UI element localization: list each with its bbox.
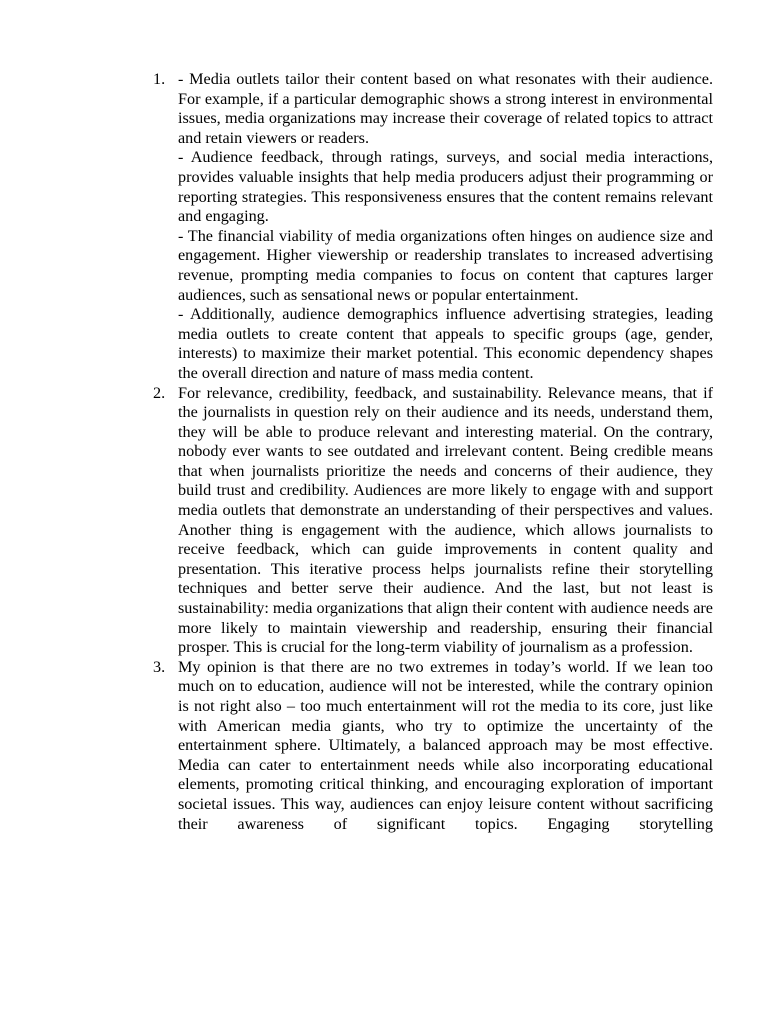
paragraph: My opinion is that there are no two extremes in today’s world. If we lean too much on to education, audience will not be interested, while the contrary opinion is not right also – too much entertainment will rot the media to its core, just like with American media giants, who try to optimize the uncertainty of the entertainment sphere. Ultimately, a balanced approach may be most effective. Media can cater to entertainment needs while also incorporating educational elements, promoting critical thinking, and encouraging exploration of important societal issues. This way, audiences can enjoy leisure content without sacrificing their awareness of significant topics. Engaging storytelling [178, 657, 713, 833]
list-item-number: 1. [153, 70, 166, 88]
paragraph: For relevance, credibility, feedback, and sustainability. Relevance means, that if the journalists in question rely on their audience and its needs, understand them, they will be able to produce relevant and interesting material. On the contrary, nobody ever wants to see outdated and irrelevant content. Being credible means that when journalists prioritize the needs and concerns of their audience, they build trust and credibility. Audiences are more likely to engage with and support media outlets that demonstrate an understanding of their perspectives and values. Another thing is engagement with the audience, which allows journalists to receive feedback, which can guide improvements in content quality and presentation. This iterative process helps journalists refine their storytelling techniques and better serve their audience. And the last, but not least is sustainability: media organizations that align their content with audience needs are more likely to maintain viewership and readership, ensuring their financial prosper. This is crucial for the long-term viability of journalism as a profession. [178, 383, 713, 657]
paragraph: - Additionally, audience demographics influence advertising strategies, leading media outlets to create content that appeals to specific groups (age, gender, interests) to maximize their market potential. This economic dependency shapes the overall direction and nature of mass media content. [178, 305, 713, 382]
list-item-body [178, 384, 713, 658]
list-item-body [178, 70, 713, 384]
list-item-number: 3. [153, 657, 166, 676]
paragraph: - The financial viability of media organizations often hinges on audience size and engagement. Higher viewership or readership translates to increased advertising revenue, prompting media companies to focus on content that captures larger audiences, such as sensational news or popular entertainment. [178, 226, 713, 304]
paragraph: - Media outlets tailor their content based on what resonates with their audience. For example, if a particular demographic shows a strong interest in environmental issues, media organizations may increase their coverage of related topics to attract and retain viewers or readers. [178, 70, 713, 147]
list-item [153, 658, 713, 834]
list-item-body [178, 658, 713, 834]
list-item [153, 384, 713, 658]
list-item [153, 70, 713, 384]
list-item-number: 2. [153, 383, 166, 402]
paragraph: - Audience feedback, through ratings, surveys, and social media interactions, provides valuable insights that help media producers adjust their programming or reporting strategies. This responsiveness ensures that the content remains relevant and engaging. [178, 148, 713, 226]
numbered-list [153, 70, 713, 834]
